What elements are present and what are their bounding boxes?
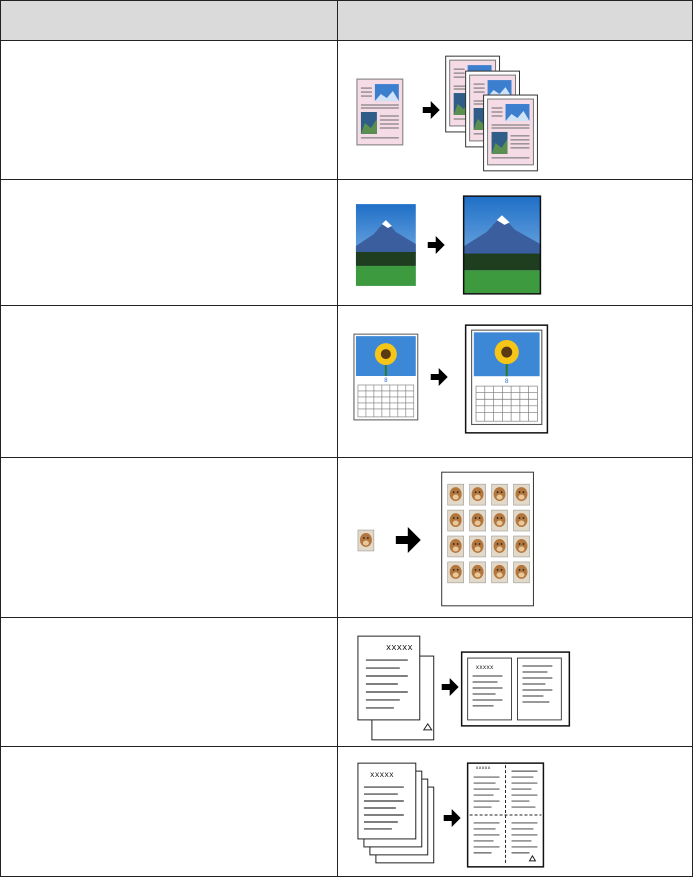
row-label: [1, 458, 338, 617]
four-up-layout-icon: [338, 747, 692, 876]
svg-text:xxxxx: xxxxx: [369, 771, 394, 781]
table-header-row: [1, 1, 693, 41]
table-row: [1, 306, 693, 458]
fit-to-page-icon: [338, 306, 692, 457]
arrow-icon: [396, 527, 421, 553]
row-label: [1, 747, 338, 876]
svg-text:xxxxx: xxxxx: [475, 766, 491, 772]
header-cell-2: [338, 1, 693, 40]
arrow-icon: [431, 368, 448, 386]
table-row: [1, 41, 693, 180]
row-illustration: [338, 306, 693, 457]
table-row: [1, 180, 693, 306]
copies-icon: [338, 41, 692, 179]
table-row: [1, 747, 693, 877]
row-illustration: [338, 618, 693, 746]
row-label: [1, 306, 338, 457]
row-label: [1, 180, 338, 305]
table-row: [1, 458, 693, 618]
header-cell-1: [1, 1, 338, 40]
row-illustration: [338, 747, 693, 876]
doc-mark-text: xxxxx: [385, 643, 413, 654]
row-illustration: [338, 458, 693, 617]
arrow-icon: [444, 809, 461, 827]
borderless-copy-icon: [338, 180, 692, 305]
two-up-layout-icon: [338, 618, 692, 746]
row-illustration: [338, 180, 693, 305]
row-label: [1, 618, 338, 746]
svg-text:xxxxx: xxxxx: [475, 664, 494, 672]
arrow-icon: [442, 678, 459, 696]
row-label: [1, 41, 338, 179]
table-row: [1, 618, 693, 747]
repeat-layout-icon: [338, 458, 692, 617]
row-illustration: [338, 41, 693, 179]
arrow-icon: [423, 101, 440, 119]
arrow-icon: [428, 236, 445, 254]
